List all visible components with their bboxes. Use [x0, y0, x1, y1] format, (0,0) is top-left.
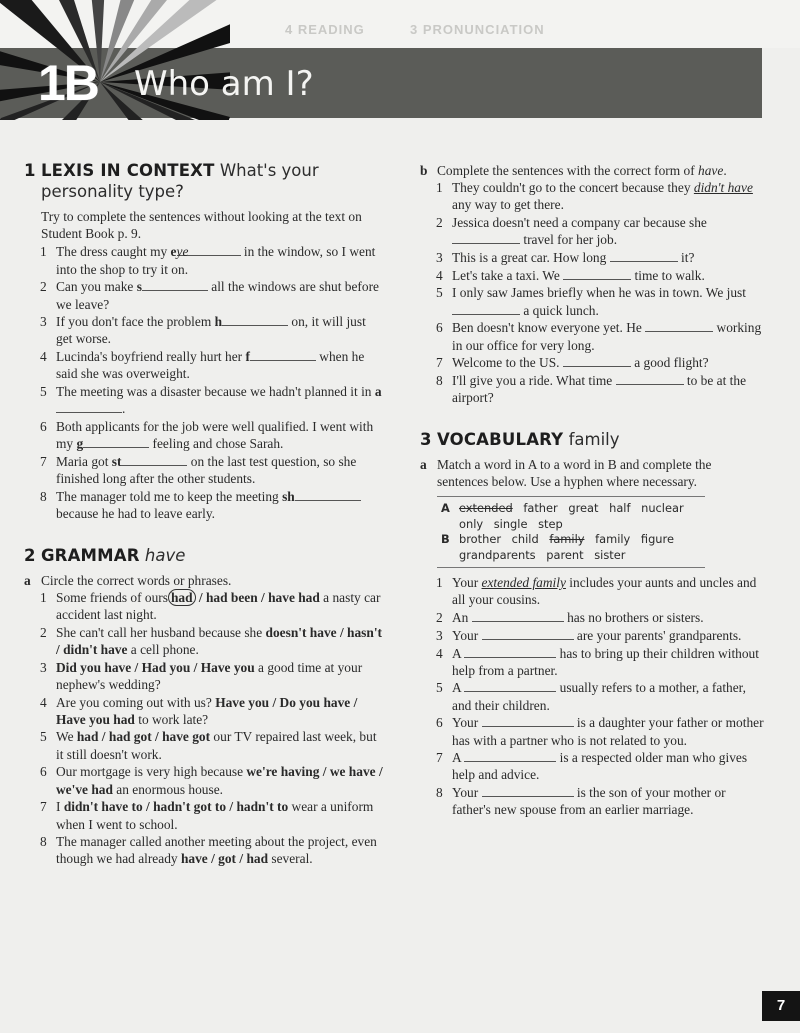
option-separator: /	[207, 851, 219, 867]
instruction-text: Complete the sentences with the correct form of	[437, 163, 699, 178]
word-box-word: child	[511, 532, 539, 547]
exercise-item: 3 If you don't face the problem h on, it will just get worse.	[40, 314, 366, 347]
exercise-item: 2 An has no brothers or sisters.	[436, 610, 704, 626]
answer-blank[interactable]	[464, 679, 556, 692]
answer-option[interactable]: hadn't got to	[153, 799, 227, 815]
answer-blank[interactable]	[482, 784, 574, 797]
item-number: 2	[40, 624, 47, 640]
answer-blank[interactable]	[142, 278, 208, 291]
exercise-item: 5 A usually refers to a mother, a father, and their children.	[436, 680, 746, 713]
exercise-letter: b	[420, 163, 428, 178]
item-number: 7	[436, 355, 443, 371]
option-separator: /	[269, 694, 280, 710]
section-title: GRAMMAR	[40, 545, 140, 565]
item-number: 6	[436, 715, 443, 731]
answer-option[interactable]: doesn't have	[265, 624, 337, 640]
word-box-row-b	[437, 532, 705, 563]
filled-answer: didn't have	[693, 180, 753, 196]
section-title: VOCABULARY	[436, 429, 564, 449]
answer-blank[interactable]	[563, 354, 631, 367]
answer-option[interactable]: have	[180, 851, 208, 867]
exercise-b	[420, 162, 765, 179]
item-number: 5	[40, 729, 47, 745]
section-heading	[420, 429, 765, 450]
item-number: 7	[436, 750, 443, 766]
answer-blank[interactable]	[482, 627, 574, 640]
answer-blank[interactable]	[83, 435, 149, 448]
exercise-item: 4 Are you coming out with us? Have you / Do you have / Have you had to work late?	[40, 694, 358, 727]
word-box-word: extended	[459, 501, 513, 516]
answer-blank[interactable]	[464, 749, 556, 762]
section-topic: family	[568, 429, 620, 449]
answer-blank[interactable]	[176, 243, 241, 260]
item-number: 5	[436, 680, 443, 696]
bleed-through-text-left: 4 READING	[285, 22, 365, 37]
exercise-item: 8 Your is the son of your mother or father's new spouse from an earlier marriage.	[436, 785, 726, 818]
answer-blank[interactable]	[452, 231, 520, 244]
item-number: 1	[40, 589, 47, 605]
answer-option[interactable]: have had	[268, 589, 320, 605]
cue-letters: h	[214, 314, 223, 330]
answer-option[interactable]: we're having	[246, 764, 320, 780]
bleed-through-text-right: 3 PRONUNCIATION	[410, 22, 545, 37]
answer-option[interactable]: we have	[329, 764, 376, 780]
word-box-word: only	[459, 516, 484, 531]
page-number: 7	[762, 991, 800, 1021]
word-box-word: great	[568, 501, 599, 516]
filled-answer: extended family	[481, 575, 566, 591]
exercise-a	[420, 456, 765, 490]
exercise-item: 7 Maria got st on the last test question, so she finished long after the other students.	[40, 453, 357, 487]
left-column	[24, 160, 384, 868]
exercise-item: 4 A has to bring up their children without help from a partner.	[436, 645, 759, 678]
option-separator: /	[350, 694, 358, 710]
answer-blank[interactable]	[645, 319, 713, 332]
section-number: 1	[24, 161, 36, 180]
word-box-label: B	[441, 532, 450, 547]
option-separator: /	[98, 729, 109, 745]
answer-blank[interactable]	[452, 302, 520, 315]
exercise-item: 5 We had / had got / have got our TV repaired last week, but it still doesn't work.	[40, 729, 377, 762]
item-number: 8	[40, 488, 47, 504]
exercise-item: 5 I only saw James briefly when he was in town. We just a quick lunch.	[436, 285, 746, 318]
option-separator: /	[190, 659, 201, 675]
word-box-word: step	[538, 516, 563, 531]
exercise-list	[24, 243, 384, 522]
item-number: 6	[40, 418, 47, 434]
answer-option[interactable]: Do you have	[279, 694, 351, 710]
instruction-text: Match a word in A to a word in B and complete the sentences below. Use a hyphen where necessary.	[437, 456, 712, 490]
section-topic: have	[144, 545, 186, 565]
filled-answer: ye	[176, 244, 189, 260]
answer-option[interactable]: had got	[108, 729, 152, 745]
exercise-list	[420, 574, 765, 818]
option-separator: /	[195, 589, 206, 605]
item-number: 6	[40, 764, 47, 780]
answer-option[interactable]: had	[168, 589, 196, 606]
item-number: 3	[436, 250, 443, 266]
word-box-word: brother	[459, 532, 502, 547]
exercise-item: 1 They couldn't go to the concert because they didn't have any way to get there.	[436, 180, 753, 213]
item-number: 8	[436, 785, 443, 801]
instruction-punct: .	[723, 163, 727, 178]
item-number: 3	[40, 314, 47, 330]
item-number: 8	[40, 834, 47, 850]
answer-option[interactable]: got	[218, 851, 237, 867]
exercise-item: 2 She can't call her husband because she doesn't have / hasn't / didn't have a cell phone.	[40, 624, 382, 657]
section-title: LEXIS IN CONTEXT	[40, 161, 215, 180]
exercise-item: 1 The dress caught my eye in the window, so I went into the shop to try it on.	[40, 244, 376, 277]
option-separator: /	[336, 624, 348, 640]
word-box-word: family	[595, 532, 631, 547]
item-number: 2	[436, 215, 443, 231]
section-number: 3	[420, 429, 432, 449]
section-lexis	[24, 160, 384, 522]
exercise-item: 6 Our mortgage is very high because we're having / we have / we've had an enormous house.	[40, 764, 383, 797]
item-number: 7	[40, 799, 47, 815]
item-number: 2	[436, 610, 443, 626]
exercise-item: 3 Your are your parents' grandparents.	[436, 627, 742, 643]
answer-option[interactable]: Have you	[215, 694, 270, 710]
exercise-list	[24, 589, 384, 868]
exercise-item: 8 The manager called another meeting about the project, even though we had already have / got / had several.	[40, 834, 377, 867]
exercise-item: 7 I didn't have to / hadn't got to / hadn't to wear a uniform when I went to school.	[40, 799, 374, 832]
answer-blank[interactable]	[295, 488, 361, 501]
exercise-item: 4 Lucinda's boyfriend really hurt her f when he said she was overweight.	[40, 349, 365, 382]
section-heading	[24, 545, 384, 566]
answer-option[interactable]: had	[246, 851, 269, 867]
item-number: 4	[40, 349, 47, 365]
option-separator: /	[226, 799, 237, 815]
section-vocabulary	[420, 429, 765, 819]
answer-blank[interactable]	[472, 609, 564, 622]
section-number: 2	[24, 545, 36, 565]
cue-letters: sh	[282, 488, 295, 504]
exercise-item: 5 The meeting was a disaster because we hadn't planned it in a.	[40, 384, 382, 417]
exercise-item: 1 Some friends of ours had / had been / have had a nasty car accident last night.	[40, 589, 381, 623]
word-box-word: father	[523, 501, 558, 516]
option-separator: /	[151, 729, 163, 745]
cue-letters: e	[170, 244, 177, 260]
section-topic: What's your	[219, 161, 319, 180]
answer-option[interactable]: hadn't to	[236, 799, 289, 815]
answer-blank[interactable]	[56, 400, 122, 413]
option-separator: /	[56, 641, 64, 657]
word-box-word: family	[549, 532, 585, 547]
answer-blank[interactable]	[616, 372, 684, 385]
answer-option[interactable]: we've had	[56, 781, 113, 797]
exercise-item: 4 Let's take a taxi. We time to walk.	[436, 267, 705, 283]
option-separator: /	[236, 851, 247, 867]
word-box-word: parent	[546, 547, 584, 562]
exercise-a	[24, 572, 384, 589]
answer-blank[interactable]	[222, 313, 288, 326]
answer-blank[interactable]	[121, 453, 187, 466]
exercise-letter: a	[420, 456, 427, 472]
cue-letters: g	[76, 436, 84, 452]
item-number: 1	[40, 244, 47, 260]
exercise-item: 3 Did you have / Had you / Have you a good time at your nephew's wedding?	[40, 659, 363, 692]
option-separator: /	[257, 589, 269, 605]
exercise-item: 3 This is a great car. How long it?	[436, 250, 695, 266]
option-separator: /	[375, 764, 383, 780]
exercise-item: 6 Both applicants for the job were well qualified. I went with my g feeling and chose Sarah.	[40, 418, 374, 452]
exercise-item: 7 Welcome to the US. a good flight?	[436, 355, 709, 371]
item-number: 1	[436, 180, 443, 196]
exercise-item: 8 I'll give you a ride. What time to be at the airport?	[436, 372, 747, 406]
section-heading	[24, 160, 384, 202]
answer-option[interactable]: Did you have	[56, 659, 132, 675]
answer-option[interactable]: didn't have to	[63, 799, 143, 815]
word-box-word: nuclear	[641, 501, 684, 516]
item-number: 3	[436, 627, 443, 643]
exercise-item: 8 The manager told me to keep the meeting sh because he had to leave early.	[24, 488, 384, 522]
item-number: 1	[436, 575, 443, 591]
cue-letters: a	[374, 384, 382, 400]
section-grammar	[24, 545, 384, 868]
option-separator: /	[131, 659, 142, 675]
word-box-word: grandparents	[459, 547, 536, 562]
item-number: 8	[436, 372, 443, 388]
answer-blank[interactable]	[250, 348, 316, 361]
answer-blank[interactable]	[482, 714, 574, 727]
item-number: 3	[40, 659, 47, 675]
answer-option[interactable]: didn't have	[63, 641, 128, 657]
instruction-keyword: have	[698, 163, 724, 178]
item-number: 2	[40, 279, 47, 295]
page-title: Who am I?	[134, 64, 314, 104]
cue-letters: f	[245, 349, 250, 365]
answer-option[interactable]: had been	[205, 589, 258, 605]
item-number: 4	[436, 267, 443, 283]
item-number: 5	[436, 285, 443, 301]
word-box-word: half	[609, 501, 631, 516]
answer-blank[interactable]	[464, 645, 556, 658]
section-topic-continued: personality type?	[41, 182, 184, 201]
answer-blank[interactable]	[610, 249, 678, 262]
answer-option[interactable]: hasn't	[347, 624, 382, 640]
unit-number: 1B	[38, 55, 98, 111]
word-box-word: figure	[640, 532, 674, 547]
exercise-item: 6 Ben doesn't know everyone yet. He working in our office for very long.	[436, 320, 762, 353]
exercise-item: 2 Jessica doesn't need a company car because she travel for her job.	[436, 215, 707, 248]
option-separator: /	[319, 764, 330, 780]
word-box-row-a	[437, 501, 705, 532]
word-box-word: sister	[594, 547, 626, 562]
answer-option[interactable]: Had you	[141, 659, 191, 675]
item-number: 4	[436, 645, 443, 661]
cue-letters: s	[136, 279, 142, 295]
exercise-item: 7 A is a respected older man who gives help and advice.	[436, 750, 748, 783]
answer-blank[interactable]	[563, 267, 631, 280]
item-number: 4	[40, 694, 47, 710]
word-box-word: single	[493, 516, 528, 531]
item-number: 5	[40, 384, 47, 400]
word-box	[437, 496, 705, 568]
exercise-item: 2 Can you make s all the windows are shut before we leave?	[40, 279, 379, 312]
answer-option[interactable]: have got	[162, 729, 211, 745]
right-column	[420, 162, 765, 819]
instruction-text: Try to complete the sentences without looking at the text on Student Book p. 9.	[41, 209, 362, 242]
answer-option[interactable]: Have you had	[56, 711, 135, 727]
exercise-list	[420, 179, 765, 406]
exercise-letter: a	[24, 572, 31, 588]
answer-option[interactable]: had	[76, 729, 99, 745]
answer-option[interactable]: Have you	[200, 659, 255, 675]
word-box-label: A	[441, 501, 450, 516]
option-separator: /	[142, 799, 154, 815]
exercise-item: 1 Your extended family includes your aunts and uncles and all your cousins.	[436, 575, 757, 608]
instruction-text: Circle the correct words or phrases.	[41, 572, 232, 588]
item-number: 6	[436, 320, 443, 336]
cue-letters: st	[111, 453, 122, 469]
exercise-item: 6 Your is a daughter your father or mother has with a partner who is not related to you.	[436, 715, 764, 748]
item-number: 7	[40, 453, 47, 469]
